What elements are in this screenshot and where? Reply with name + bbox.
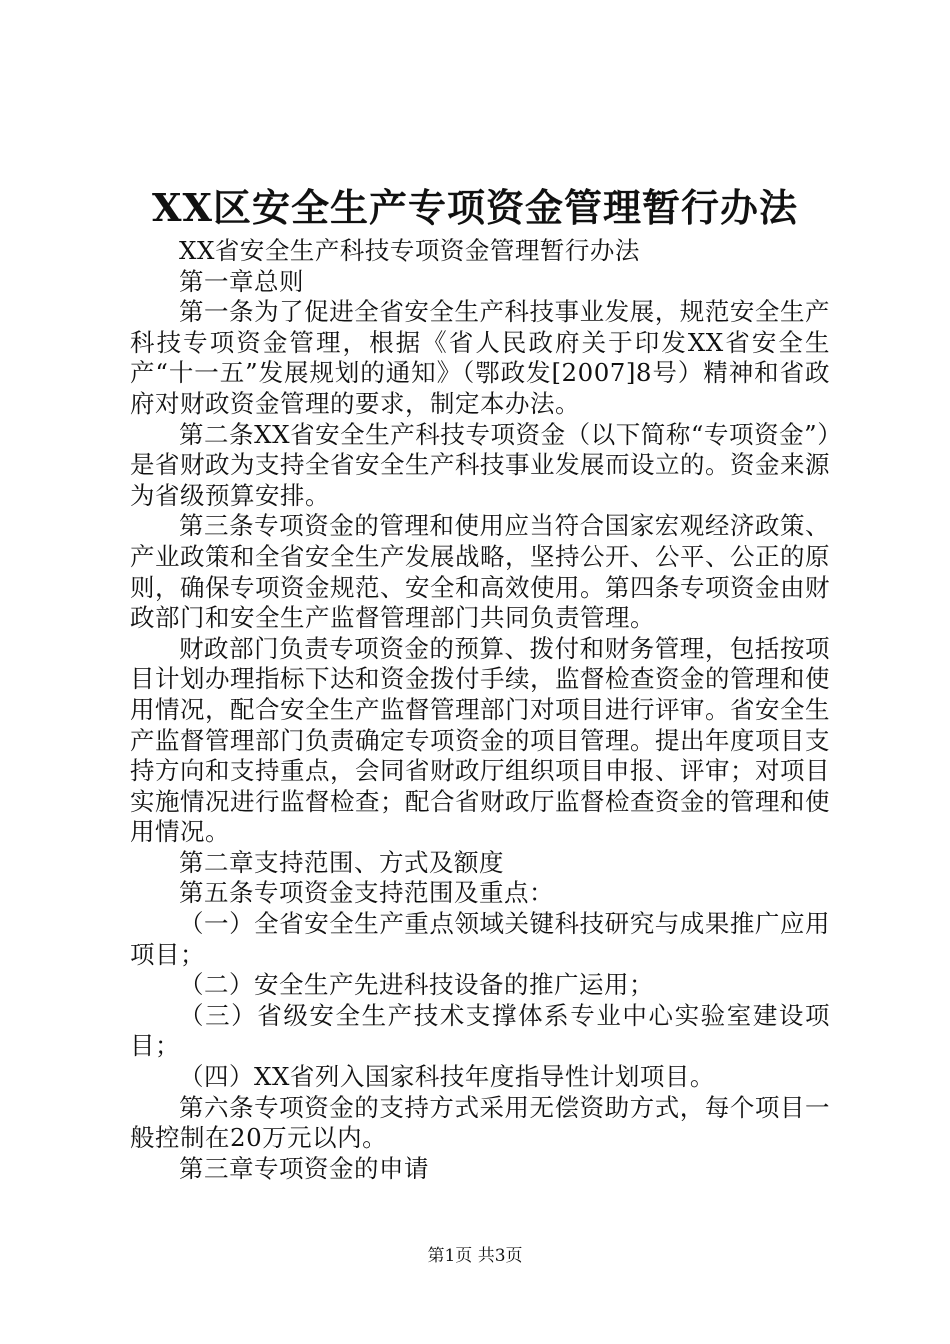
document-title: XX区安全生产专项资金管理暂行办法 — [152, 185, 798, 230]
paragraph-item-1: （一）全省安全生产重点领域关键科技研究与成果推广应用项目； — [130, 909, 830, 969]
paragraph-article-2: 第二条XX省安全生产科技专项资金（以下简称“专项资金”）是省财政为支持全省安全生产科技事业发展而设立的。资金来源为省级预算安排。 — [130, 419, 830, 510]
paragraph-article-6: 第六条专项资金的支持方式采用无偿资助方式，每个项目一般控制在20万元以内。 — [130, 1092, 830, 1153]
paragraph-chapter-2-heading: 第二章支持范围、方式及额度 — [179, 847, 504, 877]
paragraph-subtitle: XX省安全生产科技专项资金管理暂行办法 — [179, 236, 640, 265]
paragraph-finance-duties: 财政部门负责专项资金的预算、拨付和财务管理，包括按项目计划办理指标下达和资金拨付手续，监督检查资金的管理和使用情况，配合安全生产监督管理部门对项目进行评审。省安全生产监督管理部门负责确定专项资金的项目管理。提出年度项目支持方向和支持重点，会同省财政厅组织项目申报、评审；对项目实施情况进行监督检查；配合省财政厅监督检查资金的管理和使用情况。 — [130, 633, 830, 847]
paragraph-item-2: （二）安全生产先进科技设备的推广运用； — [179, 970, 654, 1000]
page-footer: 第1页 共3页 — [427, 1246, 523, 1266]
paragraph-chapter-1-heading: 第一章总则 — [179, 266, 304, 296]
paragraph-article-3-4: 第三条专项资金的管理和使用应当符合国家宏观经济政策、产业政策和全省安全生产发展战略，坚持公开、公平、公正的原则，确保专项资金规范、安全和高效使用。第四条专项资金由财政部门和安全生产监督管理部门共同负责管理。 — [130, 511, 830, 633]
document-body — [130, 236, 830, 1184]
paragraph-chapter-3-heading: 第三章专项资金的申请 — [179, 1153, 429, 1183]
paragraph-item-3: （三）省级安全生产技术支撑体系专业中心实验室建设项目； — [130, 1000, 830, 1061]
paragraph-article-5: 第五条专项资金支持范围及重点： — [179, 878, 554, 908]
paragraph-item-4: （四）XX省列入国家科技年度指导性计划项目。 — [179, 1062, 715, 1092]
paragraph-article-1: 第一条为了促进全省安全生产科技事业发展，规范安全生产科技专项资金管理，根据《省人民政府关于印发XX省安全生产“十一五”发展规划的通知》（鄂政发[2007]8号）精神和省政府对财政资金管理的要求，制定本办法。 — [130, 297, 830, 418]
